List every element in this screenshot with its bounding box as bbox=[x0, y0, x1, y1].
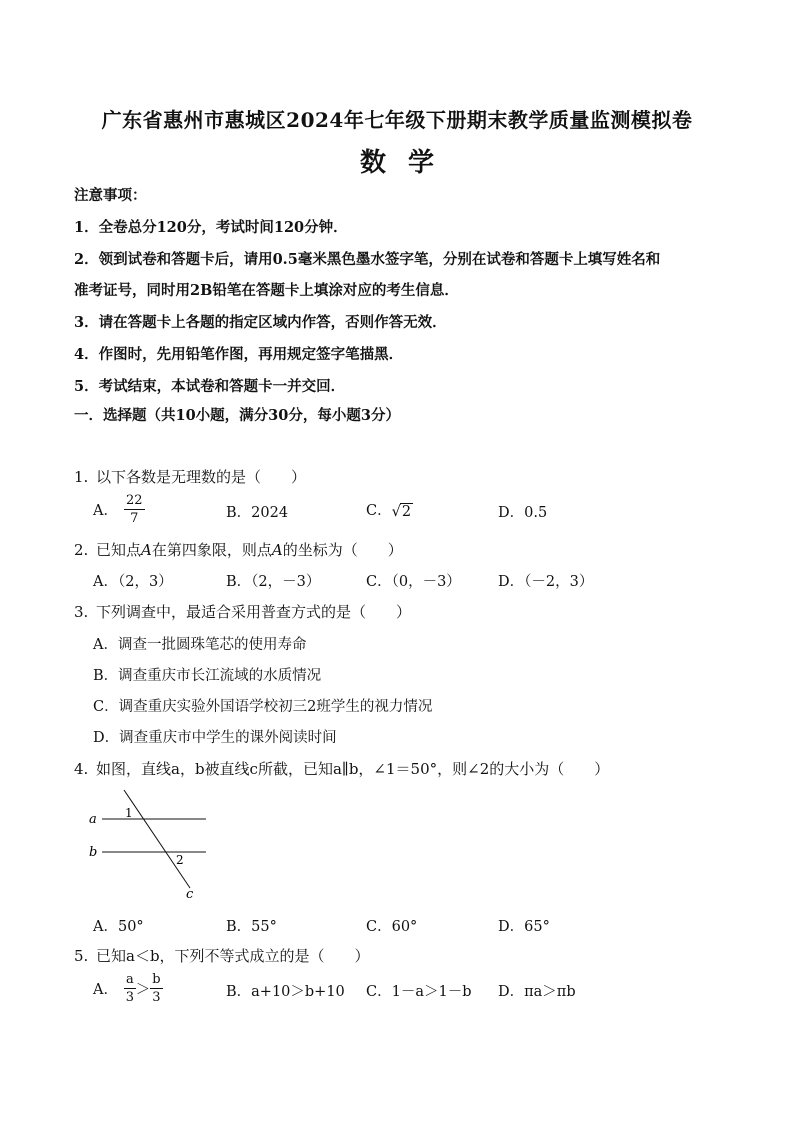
question-number: 4. bbox=[74, 760, 89, 778]
option-label: C． bbox=[366, 503, 392, 519]
question-2-stem bbox=[74, 539, 403, 560]
label-line-a: a bbox=[89, 812, 97, 827]
question-text: 下列调查中，最适合采用普查方式的是（ ） bbox=[96, 603, 412, 621]
q1-option-b: B．2024 bbox=[226, 505, 289, 521]
numerator: b bbox=[152, 972, 161, 987]
question-number: 5. bbox=[74, 947, 89, 965]
q5-option-d: D．πa＞πb bbox=[498, 984, 576, 1000]
question-number: 2. bbox=[74, 541, 89, 559]
denominator: 7 bbox=[130, 511, 139, 526]
question-text: 已知a＜b，下列不等式成立的是（ ） bbox=[96, 947, 370, 965]
notice-heading: 注意事项： bbox=[74, 187, 147, 204]
label-line-b: b bbox=[89, 845, 98, 860]
point-variable: A bbox=[271, 541, 283, 559]
exam-title: 广东省惠州市惠城区2024年七年级下册期末教学质量监测模拟卷 bbox=[101, 108, 693, 132]
q2-option-d: D．（－2，3） bbox=[498, 574, 594, 590]
q5-option-a bbox=[93, 973, 163, 1004]
q2-option-b: B．（2，－3） bbox=[226, 574, 321, 590]
notice-item: 3．请在答题卡上各题的指定区域内作答，否则作答无效． bbox=[74, 314, 447, 331]
radicand: 2 bbox=[401, 504, 412, 520]
question-number: 1. bbox=[74, 468, 89, 486]
question-3-stem bbox=[74, 601, 411, 622]
q2-option-a: A．（2，3） bbox=[93, 574, 173, 590]
option-label: A． bbox=[93, 982, 118, 998]
question-text: 在第四象限，则点 bbox=[151, 541, 272, 559]
question-number: 3. bbox=[74, 603, 89, 621]
question-text: 如图，直线a，b被直线c所截，已知a∥b，∠1＝50°，则∠2的大小为（ ） bbox=[96, 760, 610, 778]
option-label: A． bbox=[93, 503, 118, 519]
q4-option-d: D．65° bbox=[498, 919, 550, 935]
q4-option-a: A．50° bbox=[93, 919, 144, 935]
q1-option-d: D．0.5 bbox=[498, 505, 548, 521]
square-root bbox=[392, 503, 413, 520]
fraction bbox=[124, 973, 136, 1004]
point-variable: A bbox=[141, 541, 152, 559]
notice-item: 4．作图时，先用铅笔作图，再用规定签字笔描黑． bbox=[74, 346, 404, 363]
q1-option-a bbox=[93, 494, 145, 525]
q3-option-a: A．调查一批圆珠笔芯的使用寿命 bbox=[93, 637, 307, 653]
label-line-c: c bbox=[186, 887, 194, 902]
label-angle-2: 2 bbox=[176, 853, 184, 867]
question-text: 以下各数是无理数的是（ ） bbox=[96, 468, 307, 486]
subject-title: 数学 bbox=[359, 148, 456, 178]
label-angle-1: 1 bbox=[125, 806, 133, 820]
q1-option-c bbox=[366, 499, 413, 520]
notice-item: 5．考试结束，本试卷和答题卡一并交回． bbox=[74, 378, 346, 395]
question-1-stem bbox=[74, 466, 306, 487]
numerator: a bbox=[125, 972, 134, 987]
q4-option-c: C．60° bbox=[366, 919, 418, 935]
q3-option-d: D．调查重庆市中学生的课外阅读时间 bbox=[93, 730, 337, 746]
question-text: 的坐标为（ ） bbox=[282, 541, 403, 559]
notice-item: 准考证号，同时用2B铅笔在答题卡上填涂对应的考生信息． bbox=[74, 282, 459, 299]
q5-option-c: C．1－a＞1－b bbox=[366, 984, 472, 1000]
radical-sign-icon: √ bbox=[391, 504, 401, 520]
question-5-stem bbox=[74, 945, 370, 966]
q2-option-c: C．（0，－3） bbox=[366, 574, 461, 590]
q3-option-c: C．调查重庆实验外国语学校初三2班学生的视力情况 bbox=[93, 699, 433, 715]
line-c bbox=[124, 790, 190, 888]
q5-option-b: B．a+10＞b+10 bbox=[226, 984, 345, 1000]
fraction bbox=[150, 973, 162, 1004]
section-heading: 一．选择题（共10小题，满分30分，每小题3分） bbox=[74, 407, 400, 424]
greater-than-sign: ＞ bbox=[135, 982, 151, 998]
q3-option-b: B．调查重庆市长江流域的水质情况 bbox=[93, 668, 322, 684]
notice-item: 1．全卷总分120分，考试时间120分钟． bbox=[74, 219, 348, 236]
denominator: 3 bbox=[125, 990, 134, 1005]
q4-option-b: B．55° bbox=[226, 919, 277, 935]
parallel-lines-figure bbox=[84, 784, 214, 902]
question-text: 已知点 bbox=[96, 541, 142, 559]
notice-item: 2．领到试卷和答题卡后，请用0.5毫米黑色墨水签字笔，分别在试卷和答题卡上填写姓名和 bbox=[74, 251, 661, 268]
question-4-stem bbox=[74, 758, 609, 779]
denominator: 3 bbox=[152, 990, 161, 1005]
numerator: 22 bbox=[125, 493, 143, 508]
fraction bbox=[124, 494, 145, 525]
